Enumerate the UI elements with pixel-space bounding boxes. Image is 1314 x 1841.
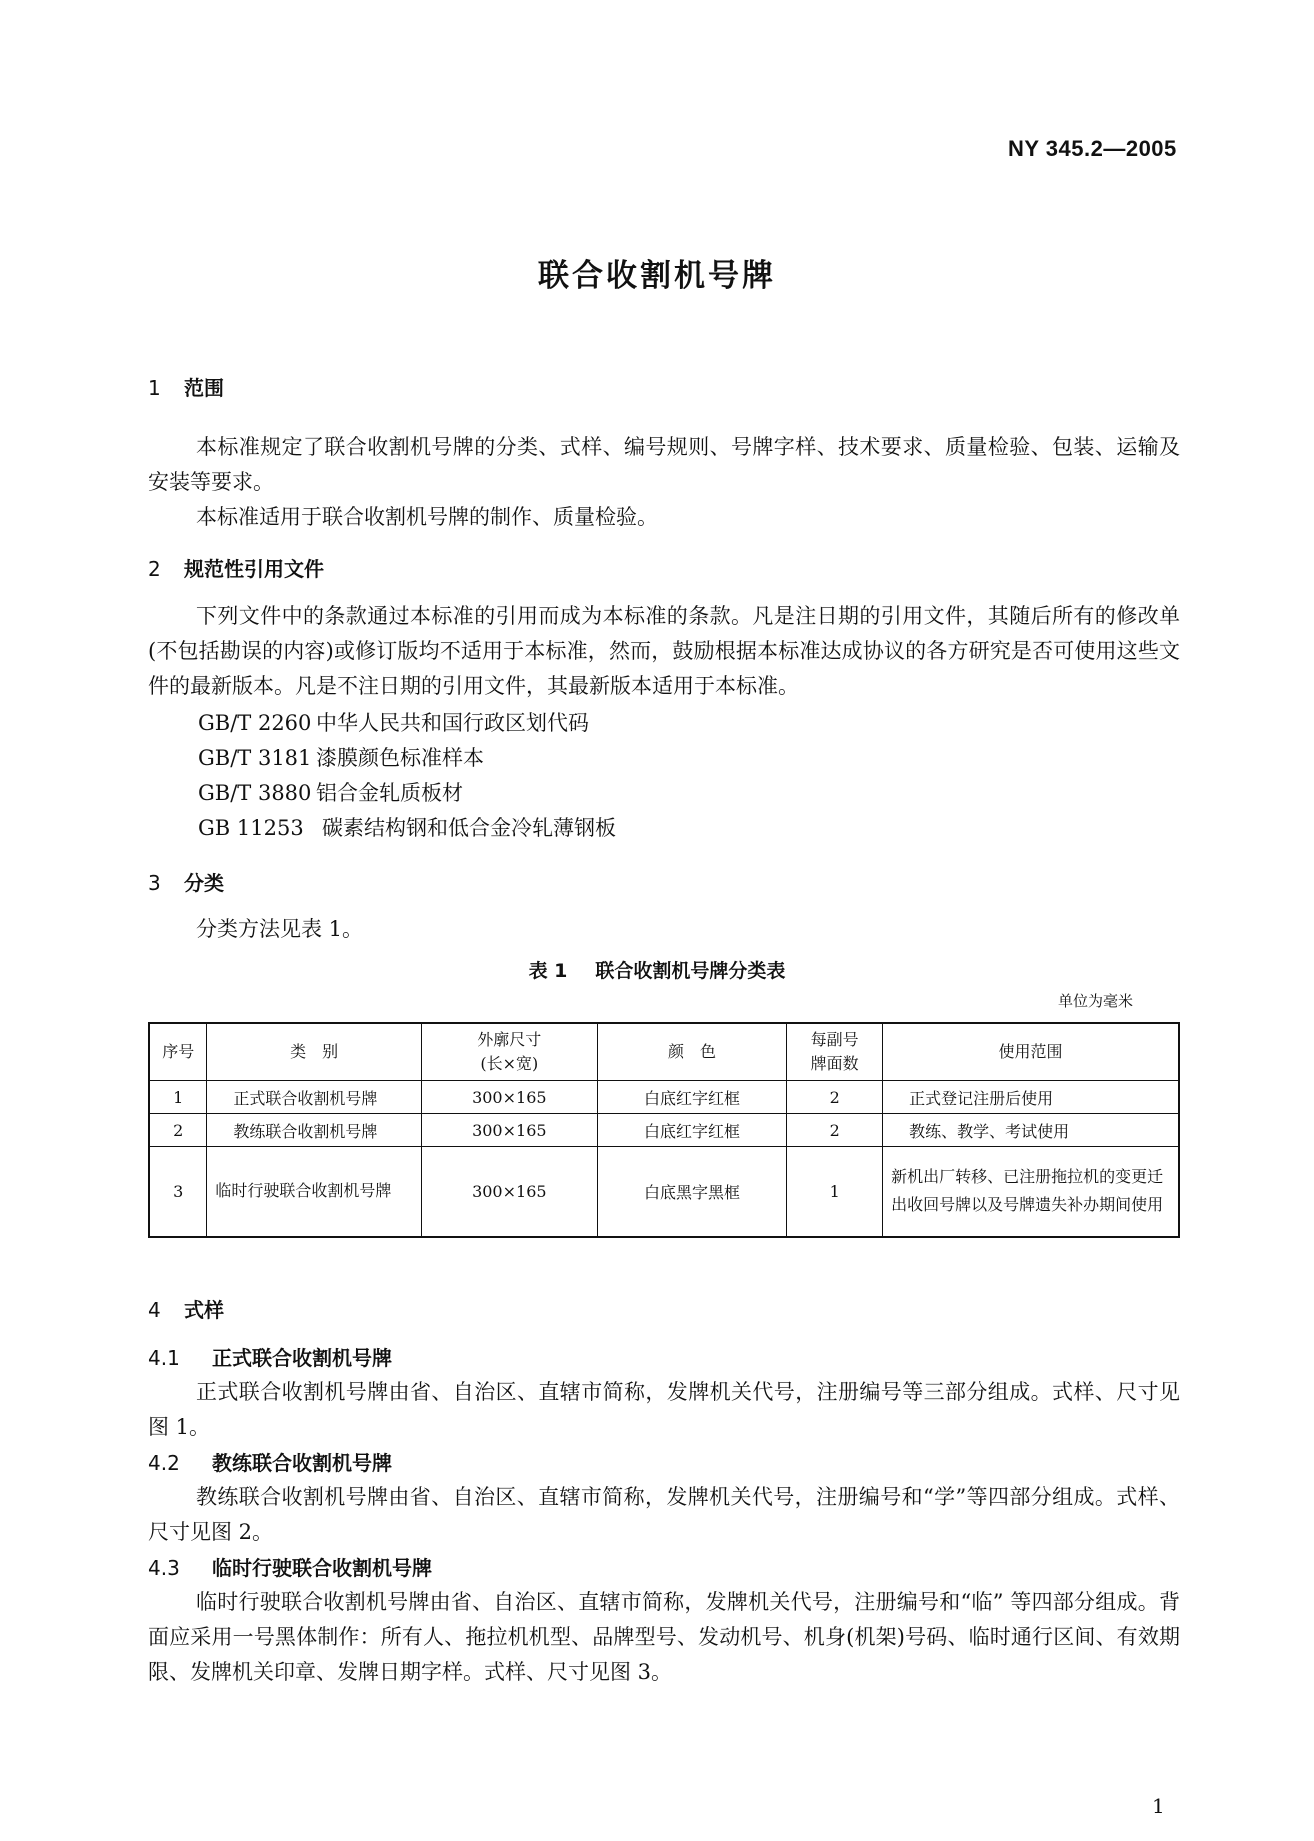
header-color: 颜 色 (597, 1023, 787, 1081)
subsection-title: 教练联合收割机号牌 (212, 1451, 392, 1475)
header-size (421, 1023, 597, 1081)
header-scope: 使用范围 (883, 1023, 1179, 1081)
cell-category: 正式联合收割机号牌 (207, 1081, 422, 1114)
cell-seq: 1 (149, 1081, 207, 1114)
subsection-4-1-body (148, 1375, 1180, 1445)
section-number: 1 (148, 376, 161, 400)
section-1-heading (148, 372, 224, 401)
cell-size: 300×165 (421, 1114, 597, 1147)
header-count (787, 1023, 883, 1081)
page-number: 1 (1152, 1794, 1165, 1818)
standard-code: NY 345.2—2005 (1008, 136, 1177, 161)
cell-category: 临时行驶联合收割机号牌 (207, 1147, 422, 1237)
reference-item (198, 742, 484, 772)
subsection-title: 临时行驶联合收割机号牌 (212, 1556, 432, 1580)
classification-table (148, 1022, 1180, 1238)
section-number: 2 (148, 557, 161, 581)
table-header-row (149, 1023, 1179, 1081)
reference-name: 铝合金轧质板材 (316, 781, 463, 805)
cell-color: 白底黑字黑框 (597, 1147, 787, 1237)
cell-color: 白底红字红框 (597, 1081, 787, 1114)
reference-name: 碳素结构钢和低合金冷轧薄钢板 (322, 816, 616, 840)
reference-item (198, 707, 589, 737)
table-row (149, 1081, 1179, 1114)
document-title: 联合收割机号牌 (538, 258, 776, 294)
header-seq: 序号 (149, 1023, 207, 1081)
cell-count: 2 (787, 1081, 883, 1114)
section-number: 4 (148, 1298, 161, 1322)
section-number: 3 (148, 871, 161, 895)
reference-item (198, 777, 463, 807)
section-3-heading (148, 867, 224, 896)
header-size-line2: (长×宽) (480, 1054, 539, 1073)
table-caption-title: 联合收割机号牌分类表 (595, 960, 786, 982)
paragraph: 分类方法见表 1。 (196, 917, 364, 941)
reference-name: 漆膜颜色标准样本 (316, 746, 484, 770)
cell-category: 教练联合收割机号牌 (207, 1114, 422, 1147)
subsection-number: 4.2 (148, 1451, 180, 1475)
subsection-4-1-heading (148, 1342, 392, 1371)
subsection-4-2-heading (148, 1447, 392, 1476)
cell-size: 300×165 (421, 1081, 597, 1114)
table-caption-number: 表 1 (528, 960, 568, 982)
paragraph: 本标准规定了联合收割机号牌的分类、式样、编号规则、号牌字样、技术要求、质量检验、包装、运输及安装等要求。 (148, 435, 1180, 494)
subsection-number: 4.3 (148, 1556, 180, 1580)
paragraph: 本标准适用于联合收割机号牌的制作、质量检验。 (196, 505, 658, 529)
subsection-number: 4.1 (148, 1346, 180, 1370)
reference-code: GB/T 3181 (198, 746, 312, 770)
subsection-title: 正式联合收割机号牌 (212, 1346, 392, 1370)
cell-color: 白底红字红框 (597, 1114, 787, 1147)
cell-count: 1 (787, 1147, 883, 1237)
header-size-line1: 外廓尺寸 (477, 1030, 542, 1049)
section-title: 分类 (184, 871, 224, 895)
table-row (149, 1114, 1179, 1147)
reference-code: GB 11253 (198, 816, 304, 840)
header-count-line1: 每副号 (810, 1030, 859, 1049)
table-caption (0, 956, 1314, 983)
cell-seq: 2 (149, 1114, 207, 1147)
cell-scope: 教练、教学、考试使用 (883, 1114, 1179, 1147)
section-title: 式样 (184, 1298, 224, 1322)
section-title: 规范性引用文件 (184, 557, 324, 581)
paragraph: 正式联合收割机号牌由省、自治区、直辖市简称，发牌机关代号，注册编号等三部分组成。式样、尺寸见图 1。 (148, 1380, 1180, 1439)
section-2-body (148, 599, 1180, 704)
section-4-heading (148, 1294, 224, 1323)
paragraph: 临时行驶联合收割机号牌由省、自治区、直辖市简称，发牌机关代号，注册编号和“临” 等四部分组成。背面应采用一号黑体制作：所有人、拖拉机机型、品牌型号、发动机号、机身(机架)号码、临时通行区间、有效期限、发牌机关印章、发牌日期字样。式样、尺寸见图 3。 (148, 1590, 1180, 1684)
paragraph: 下列文件中的条款通过本标准的引用而成为本标准的条款。凡是注日期的引用文件，其随后所有的修改单(不包括勘误的内容)或修订版均不适用于本标准，然而，鼓励根据本标准达成协议的各方研究是否可使用这些文件的最新版本。凡是不注日期的引用文件，其最新版本适用于本标准。 (148, 604, 1180, 698)
cell-size: 300×165 (421, 1147, 597, 1237)
subsection-4-2-body (148, 1480, 1180, 1550)
reference-item (198, 812, 616, 842)
section-2-heading (148, 553, 324, 582)
section-1-body (148, 430, 1180, 535)
cell-scope: 新机出厂转移、已注册拖拉机的变更迁出收回号牌以及号牌遗失补办期间使用 (883, 1147, 1179, 1237)
paragraph: 教练联合收割机号牌由省、自治区、直辖市简称，发牌机关代号，注册编号和“学”等四部分组成。式样、尺寸见图 2。 (148, 1485, 1180, 1544)
cell-count: 2 (787, 1114, 883, 1147)
table-row (149, 1147, 1179, 1237)
reference-name: 中华人民共和国行政区划代码 (316, 711, 589, 735)
section-title: 范围 (184, 376, 224, 400)
reference-code: GB/T 3880 (198, 781, 312, 805)
subsection-4-3-heading (148, 1552, 432, 1581)
header-category: 类 别 (207, 1023, 422, 1081)
subsection-4-3-body (148, 1585, 1180, 1690)
table-unit-note: 单位为毫米 (1058, 992, 1134, 1010)
reference-code: GB/T 2260 (198, 711, 312, 735)
header-count-line2: 牌面数 (810, 1054, 859, 1073)
section-3-body (148, 912, 1180, 947)
cell-scope: 正式登记注册后使用 (883, 1081, 1179, 1114)
cell-seq: 3 (149, 1147, 207, 1237)
